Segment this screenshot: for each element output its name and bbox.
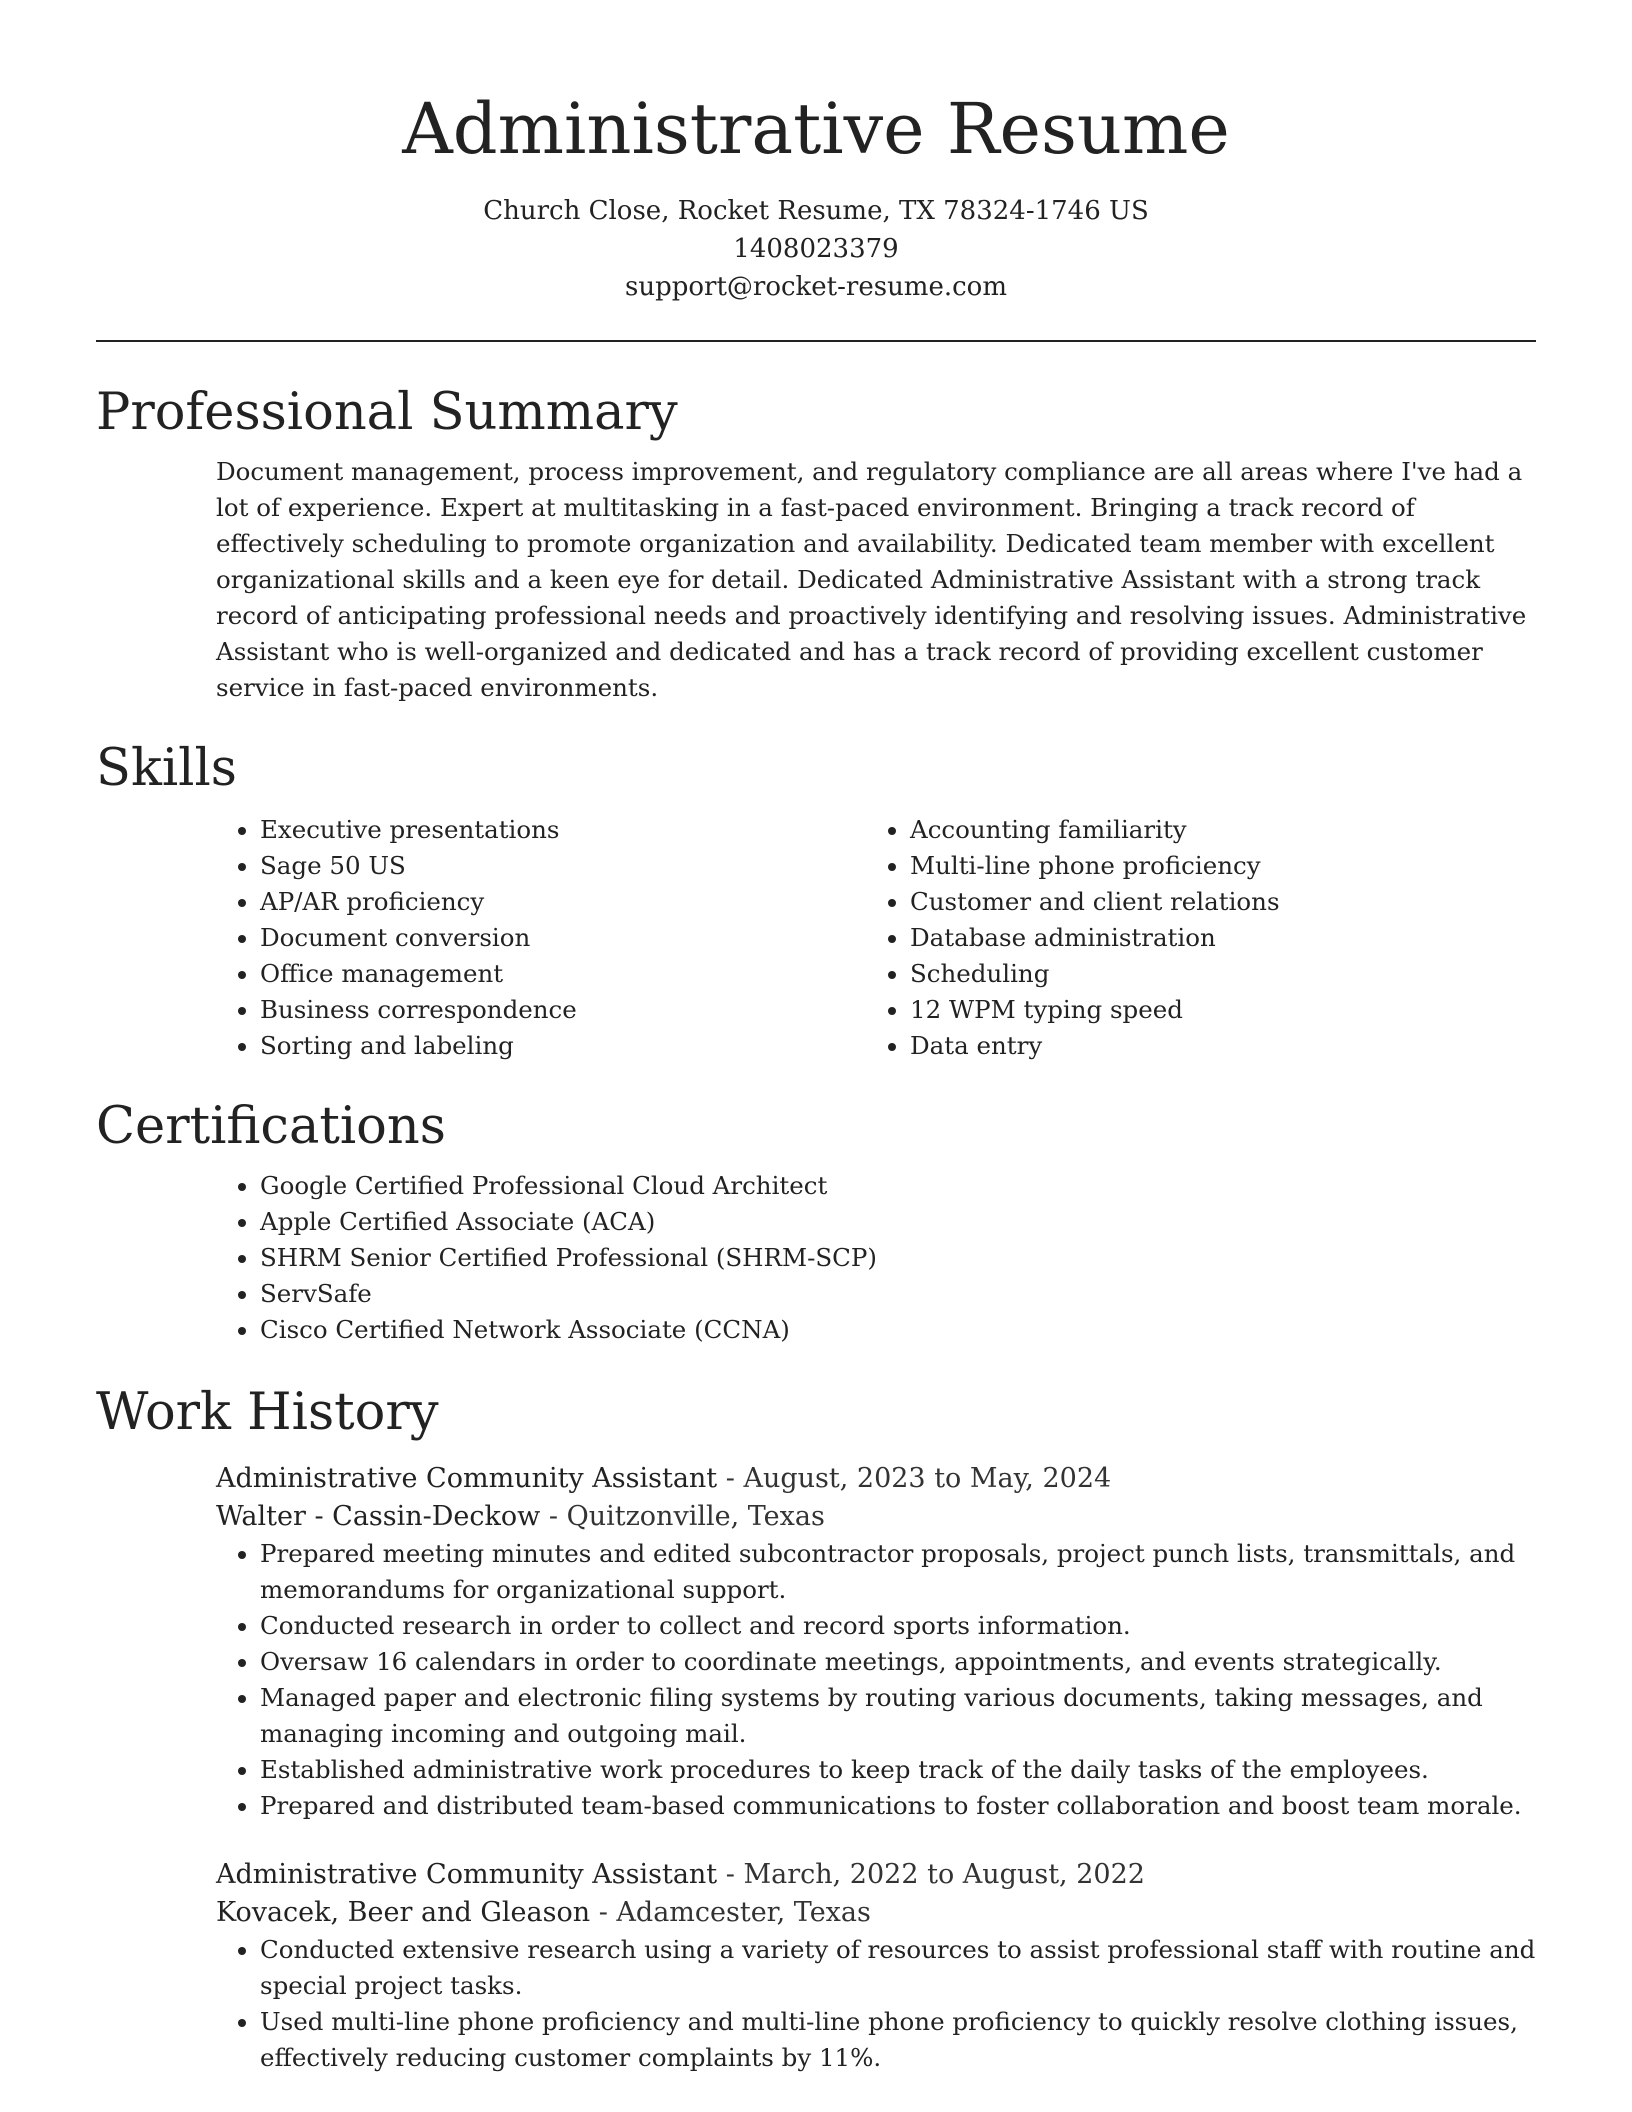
- contact-block: [0, 192, 1632, 306]
- list-item: • Conducted research in order to collect and record sports information.: [260, 1608, 1536, 1644]
- job-separator: -: [590, 1897, 617, 1928]
- skills-column-left: [216, 812, 866, 1064]
- certifications-section: [96, 1094, 1536, 1348]
- job-location: Adamcester, Texas: [616, 1897, 871, 1928]
- job-bullet-list: [216, 1536, 1536, 1824]
- list-item: • SHRM Senior Certified Professional (SHRM-SCP): [260, 1240, 1536, 1276]
- job-dates: August, 2023 to May, 2024: [743, 1463, 1112, 1494]
- job-separator: -: [717, 1859, 744, 1890]
- header-divider: [96, 340, 1536, 342]
- job-role: Administrative Community Assistant: [216, 1859, 718, 1890]
- list-item: • Document conversion: [260, 920, 866, 956]
- list-item: • Conducted extensive research using a variety of resources to assist professional staff with routine and special project tasks.: [260, 1932, 1536, 2004]
- list-item: • Prepared meeting minutes and edited subcontractor proposals, project punch lists, transmittals, and memorandums for organizational support.: [260, 1536, 1536, 1608]
- certifications-body: [216, 1168, 1536, 1348]
- list-item: • Sorting and labeling: [260, 1028, 866, 1064]
- list-item: • 12 WPM typing speed: [910, 992, 1516, 1028]
- skills-list-right: [866, 812, 1516, 1064]
- list-item: • Office management: [260, 956, 866, 992]
- skills-heading: Skills: [96, 739, 237, 798]
- certifications-list: [216, 1168, 1536, 1348]
- skills-section: [96, 736, 1536, 1064]
- summary-section: [96, 380, 1536, 706]
- certifications-heading: Certifications: [96, 1097, 446, 1156]
- list-item: • Multi-line phone proficiency: [910, 848, 1516, 884]
- summary-text: Document management, process improvement, and regulatory compliance are all areas where I've had a lot of experience. Expert at multitasking in a fast-paced environment. Bringing a track record of effectively scheduling to promote organization and availability. Dedicated team member with excellent organizational skills and a keen eye for detail. Dedicated Administrative Assistant with a strong track record of anticipating professional needs and proactively identifying and resolving issues. Administrative Assistant who is well-organized and dedicated and has a track record of providing excellent customer service in fast-paced environments.: [216, 457, 1527, 702]
- list-item: • Accounting familiarity: [910, 812, 1516, 848]
- job-title-line: [216, 1460, 1536, 1498]
- list-item: • Used multi-line phone proficiency and multi-line phone proficiency to quickly resolve clothing issues, effectively reducing customer complaints by 11%.: [260, 2004, 1536, 2076]
- list-item: • Cisco Certified Network Associate (CCNA): [260, 1312, 1536, 1348]
- list-item: • Executive presentations: [260, 812, 866, 848]
- list-item: • Apple Certified Associate (ACA): [260, 1204, 1536, 1240]
- skills-columns: [216, 812, 1536, 1064]
- list-item: • Google Certified Professional Cloud Architect: [260, 1168, 1536, 1204]
- list-item: • Data entry: [910, 1028, 1516, 1064]
- job-company: Walter - Cassin-Deckow: [216, 1501, 541, 1532]
- job-entry: [216, 1460, 1536, 1824]
- list-item: • Sage 50 US: [260, 848, 866, 884]
- job-company: Kovacek, Beer and Gleason: [216, 1897, 591, 1928]
- resume-title: Administrative Resume: [402, 88, 1230, 170]
- list-item: • Customer and client relations: [910, 884, 1516, 920]
- list-item: • AP/AR proficiency: [260, 884, 866, 920]
- job-separator: -: [717, 1463, 744, 1494]
- resume-header: [0, 0, 1632, 306]
- list-item: • Business correspondence: [260, 992, 866, 1028]
- job-company-line: [216, 1894, 1536, 1932]
- list-item: • Prepared and distributed team-based communications to foster collaboration and boost team morale.: [260, 1788, 1536, 1824]
- summary-body: [216, 454, 1536, 706]
- job-location: Quitzonville, Texas: [566, 1501, 825, 1532]
- job-title-line: [216, 1856, 1536, 1894]
- job-separator: -: [540, 1501, 567, 1532]
- job-bullet-list: [216, 1932, 1536, 2076]
- list-item: • ServSafe: [260, 1276, 1536, 1312]
- job-dates: March, 2022 to August, 2022: [743, 1859, 1145, 1890]
- job-company-line: [216, 1498, 1536, 1536]
- skills-column-right: [866, 812, 1516, 1064]
- work-history-section: [96, 1380, 1536, 2076]
- summary-heading: Professional Summary: [96, 383, 678, 442]
- list-item: • Established administrative work procedures to keep track of the daily tasks of the employees.: [260, 1752, 1536, 1788]
- list-item: • Database administration: [910, 920, 1516, 956]
- list-item: • Managed paper and electronic filing systems by routing various documents, taking messages, and managing incoming and outgoing mail.: [260, 1680, 1536, 1752]
- contact-phone: 1408023379: [733, 234, 899, 264]
- contact-email: support@rocket-resume.com: [624, 272, 1007, 302]
- job-entry: [216, 1856, 1536, 2076]
- work-history-heading: Work History: [96, 1383, 439, 1442]
- job-role: Administrative Community Assistant: [216, 1463, 718, 1494]
- contact-address: Church Close, Rocket Resume, TX 78324-1746 US: [483, 196, 1149, 226]
- list-item: • Scheduling: [910, 956, 1516, 992]
- list-item: • Oversaw 16 calendars in order to coordinate meetings, appointments, and events strategically.: [260, 1644, 1536, 1680]
- skills-list-left: [216, 812, 866, 1064]
